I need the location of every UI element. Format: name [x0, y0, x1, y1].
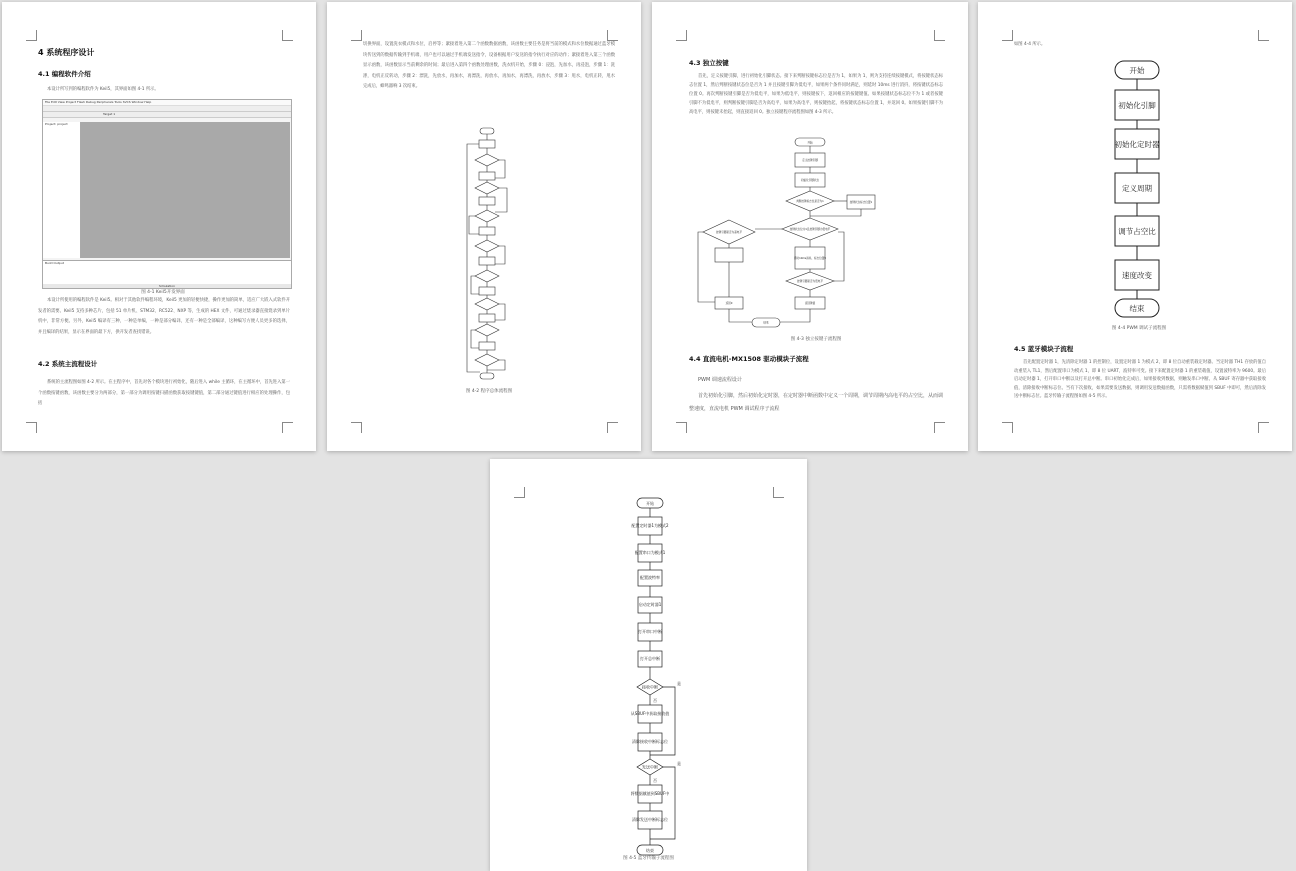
- fc-bt-clear-send: 清除发送中断标志位: [632, 817, 668, 822]
- page-5: [490, 459, 807, 871]
- keil-toolbar-2: [43, 112, 291, 118]
- subsection-heading: 4.1 编程软件介绍: [38, 70, 91, 78]
- fc-pwm-end: 结束: [1129, 304, 1145, 313]
- corner-mark: [282, 30, 293, 41]
- paragraph: 首先，定义按键引脚，进行初始化引脚状态。接下来判断按键标志位是否为 1，如果为 1，则为支持连续按键模式，将按键状态标志位置 1，然后判断按键状态位是否为 1 并且按键引脚为低电平，如果两个条件同时满足，则延时 10ms 进行消抖，将按键状态标志位置 0。再次判断按键引脚是否为低电平，如果为低电平，则按键按下，返回相应的按键键值。如果按键状态标志位不为 1 或者按键引脚不为低电平，则判断按键引脚是否为高电平，如果为高电平，则按键抬起，将按键状态标志位置 1，并返回 0。如果按键引脚不为高电平，则按键未抬起，则直接返回 0。独立按键程序流程图如图 4-3 所示。: [689, 74, 943, 115]
- figure-caption: 图 4-2 程序总体流程图: [465, 389, 513, 394]
- fc-bt-clear-recv: 清除接收中断标志位: [632, 739, 668, 744]
- figure-caption: 图 4-5 蓝牙传输子流程图: [623, 856, 674, 861]
- paragraph: 本设计所写到的编程软件为 Keil5，其界面如图 4-1 所示。: [47, 87, 159, 92]
- fc-bt-recv-int: 接收中断: [642, 684, 658, 690]
- fc-bt-baud: 配置波特率: [640, 575, 660, 580]
- fc-define-text: 定义按键引脚: [802, 159, 818, 162]
- corner-mark: [282, 422, 293, 433]
- fc-bt-uart-int: 打开串口中断: [638, 629, 662, 634]
- fc-d2-text: 按键状态位为1且按键引脚为低电平: [789, 228, 831, 231]
- keil-project-pane: [43, 122, 81, 258]
- fc-bt-yes-2: 是: [677, 761, 681, 766]
- fc-end-text: 结束: [763, 321, 769, 325]
- figure-caption: 图 4-1 Keil5开发界面: [141, 290, 185, 295]
- keil-output-label: Build Output: [45, 261, 64, 265]
- fc-delay-text: 延时10ms消抖，标志位置0: [793, 257, 827, 260]
- page-4: [978, 2, 1292, 451]
- paragraph: 如图 4-4 所示。: [1014, 42, 1046, 47]
- fc-d3-text: 按键引脚是否为高电平: [716, 231, 742, 234]
- figure-caption: 图 4-3 独立按键子流程图: [790, 337, 842, 342]
- fc-bt-end: 结束: [646, 848, 654, 853]
- keil-build-output: [43, 260, 291, 285]
- page-1: [2, 2, 316, 451]
- bluetooth-flowchart: [490, 459, 807, 871]
- fc-pwm-speed: 速度改变: [1122, 271, 1152, 280]
- fc-bt-send-int: 发送中断: [642, 764, 658, 770]
- fc-bt-timer1: 配置定时器1为模式2: [631, 523, 669, 528]
- fc-pwm-period: 定义周期: [1122, 184, 1152, 193]
- paragraph: 首先初始化引脚，然后初始化定时器，在定时器中断函数中定义一个周期，调节周期内高电平的占空比，从而调整速度，直流电机 PWM 调试程序子流程: [689, 393, 944, 412]
- fc-bt-start: 开始: [646, 501, 654, 506]
- corner-mark: [26, 422, 37, 433]
- fc-bt-start-timer: 启动定时器1: [638, 602, 662, 607]
- fc-start-text: 开始: [807, 141, 813, 145]
- fc-init-text: 初始化引脚状态: [800, 179, 820, 182]
- paragraph: 切换界面，设置洗衣模式和水位，启停等；紧接着进入第二个函数数据函数，该函数主要任务是将当前的模式和水位数据通过蓝牙模块传送到的数据传输到手机端，用户也可以通过手机端发送指令，设备根据用户发送的指令执行对应的动作；紧接着进入第三个函数显示函数，该函数显示当前剩余的时间；最后进入第四个函数处理函数，洗衣机开始，步骤 0：浸泡，先加水，再浸泡，步骤 1：洗涤，电机正反转动，步骤 2：漂洗，先放水，再加水，再漂洗，再放水，再加水，再漂洗，再放水，步骤 3：甩水，电机正转，甩水完成后，蜂鸣器响 3 次结束。: [363, 42, 615, 89]
- fc-bt-set-sbuf: 将数据赋值到SBUF中: [630, 791, 670, 796]
- keil-editor-area: [81, 122, 290, 258]
- subsection-heading: 4.4 直流电机-MX1508 驱动模块子流程: [689, 355, 809, 363]
- fc-d1-text: 判断按键标志位是否为1: [796, 200, 824, 203]
- keil-status-bar: Simulation: [43, 284, 291, 288]
- fc-bt-global-int: 打开总中断: [640, 656, 660, 661]
- fc-bt-yes-1: 是: [677, 681, 681, 686]
- fc-set1-text: 按键状态标志位置1: [849, 201, 873, 204]
- keil-project-label: Project: project: [45, 122, 68, 126]
- paragraph: 系统的主流程图如图 4-2 所示。在主程序中，首先对各个模块进行初始化，随后进入 while 主循环，在主循环中，首先进入第一个函数按键函数，该函数主要分为两部分，第一部分为调用按键扫描函数获取按键键值，第二部分通过键值进行相应的处理操作，包括: [38, 380, 290, 406]
- keil-target-label: Target 1: [103, 112, 116, 116]
- fc-pwm-init-timer: 初始化定时器: [1114, 140, 1160, 149]
- subsection-heading: 4.5 蓝牙模块子流程: [1014, 345, 1074, 353]
- paragraph: PWM 调速流程设计: [698, 377, 742, 383]
- fc-bt-uart: 配置串口为模式1: [634, 550, 666, 555]
- fc-ret0-text: 返回0: [725, 302, 733, 305]
- paragraph: 首先配置定时器 1，先清除定时器 1 的控制位，设置定时器 1 为模式 2，即 8 位自动重装载定时器。当定时器 TH1 存放的值自动重装入 TL1，然后配置串口为模式 1，即 8 位 UART，波特率可变。接下来配置定时器 1 的重装载值，设置波特率为 9600。最后启动定时器 1，打开串口中断以及打开总中断。串口初始化完成后，如果接收到数据，则触发串口中断。从 SBUF 寄存器中获取接收值，清除接收中断标志位。当有下次接收，如果需要发送数据，则调用发送数据函数，只需将数据赋值到 SBUF 中即可，然后清除发送中断标志位。蓝牙传输子流程图如图 4-5 所示。: [1014, 360, 1266, 399]
- fc-bt-no-1: 否: [653, 698, 657, 703]
- fc-pwm-init-pin: 初始化引脚: [1118, 101, 1156, 110]
- section-heading: 4 系统程序设计: [38, 48, 95, 57]
- fc-pwm-duty: 调节占空比: [1118, 227, 1156, 236]
- corner-mark: [26, 30, 37, 41]
- keil-menubar: File Edit View Project Flash Debug Peripherals Tools SVCS Window Help: [43, 100, 291, 106]
- keil5-screenshot: [42, 99, 292, 289]
- paragraph: 本设计所使用的编程软件是 Keil5。相对于其他软件编程环境，Keil5 更加的轻便快捷，操作更加的简单，适应广大嵌入式软件开发者的需要。Keil5 支持多种芯片，包括 51 单片机、STM32、RC522、NXP 等，生成的 HEX 文件，可通过烧录器直接烧录到单片机中，非常方便。另外，Keil5 编译有三种，一种是单编，一种是部分编译，还有一种是全部编译，这种编写方便人员更多的选择，并且编译的结果，显示在界面的最下方，供开发者查找错误。: [38, 298, 290, 335]
- main-flowchart: [327, 2, 641, 451]
- fc-pwm-start: 开始: [1129, 66, 1145, 75]
- subsection-heading: 4.3 独立按键: [689, 59, 729, 67]
- fc-bt-get-sbuf: 从SBUF中获取接收值: [630, 711, 670, 716]
- page-3: [652, 2, 968, 451]
- page-2: [327, 2, 641, 451]
- subsection-heading: 4.2 系统主流程设计: [38, 360, 98, 368]
- fc-d4-text: 按键引脚是否为低电平: [797, 280, 823, 283]
- fc-retkey-text: 返回键值: [804, 302, 816, 305]
- figure-caption: 图 4-4 PWM 调试子流程图: [1111, 326, 1167, 331]
- fc-bt-no-2: 否: [653, 778, 657, 783]
